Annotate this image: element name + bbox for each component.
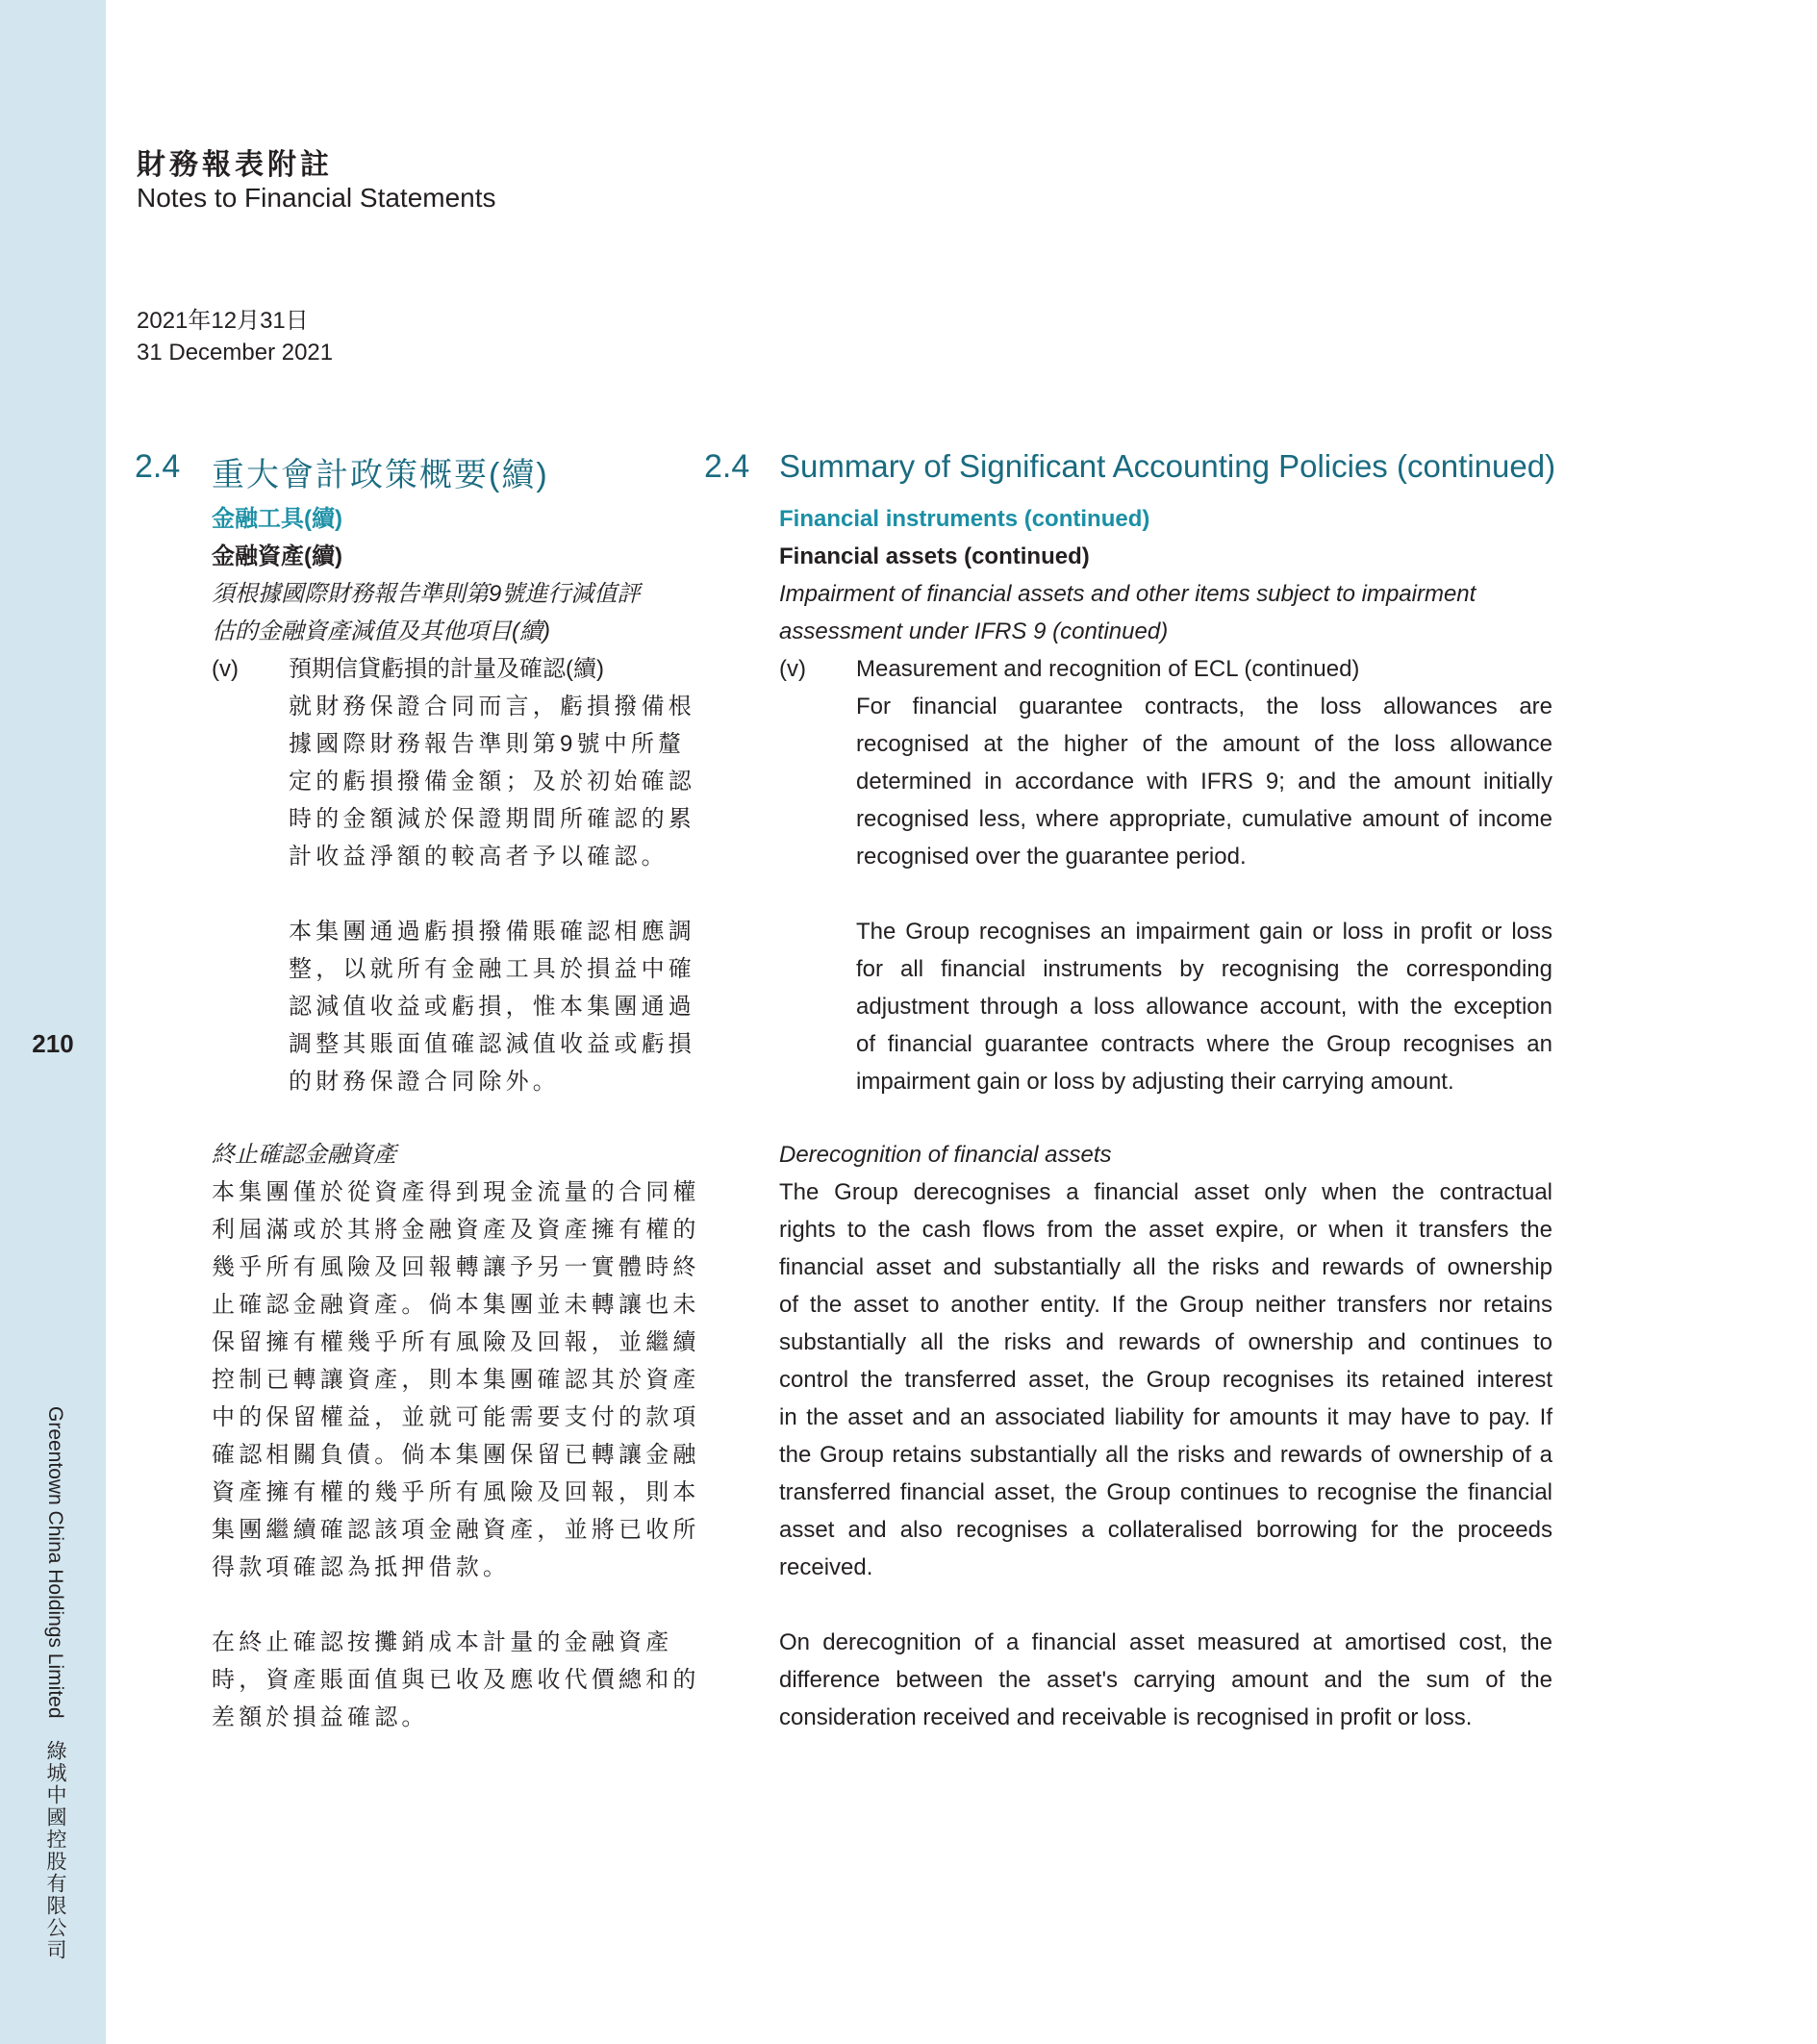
item-label-en: (v) [779,656,806,682]
page-title-zh: 財務報表附註 [137,148,333,182]
page-number: 210 [32,1029,74,1058]
paragraph-line: 中的保留權益，並就可能需要支付的款項 [212,1404,700,1430]
paragraph-line: 在終止確認按攤銷成本計量的金融資產 [212,1629,673,1655]
paragraph-line: of financial guarantee contracts where the Group recognises an [856,1031,1552,1057]
paragraph-line: difference between the asset's carrying amount and the sum of the [779,1667,1552,1693]
date-en: 31 December 2021 [137,340,334,366]
paragraph-line: The Group recognises an impairment gain or loss in profit or loss [856,919,1552,945]
paragraph-line: transferred financial asset, the Group continues to recognise the financial [779,1479,1552,1505]
paragraph-line: recognised over the guarantee period. [856,844,1247,870]
sidebar [0,0,106,2044]
paragraph-line: The Group derecognises a financial asset only when the contractual [779,1179,1552,1205]
paragraph-line: 就財務保證合同而言，虧損撥備根 [289,694,695,719]
company-name-en: Greentown China Holdings Limited [44,1406,66,1719]
subsubheading-zh: 金融資產(續) [212,543,342,569]
paragraph-line: 本集團僅於從資產得到現金流量的合同權 [212,1179,700,1205]
paragraph-line: 集團繼續確認該項金融資產，並將已收所 [212,1517,700,1543]
paragraph-line: recognised less, where appropriate, cumulative amount of income [856,806,1552,832]
paragraph-line: 據國際財務報告準則第9號中所釐 [289,731,686,757]
paragraph-line: impairment gain or loss by adjusting their carrying amount. [856,1069,1454,1095]
date-zh: 2021年12月31日 [137,308,309,334]
paragraph-line: financial asset and substantially all the risks and rewards of ownership [779,1254,1552,1280]
section-title-en: Summary of Significant Accounting Policies (continued) [779,448,1556,484]
paragraph-line: rights to the cash flows from the asset expire, or when it transfers the [779,1217,1552,1243]
paragraph-line: 確認相關負債。倘本集團保留已轉讓金融 [212,1442,700,1468]
paragraph-line: 調整其賬面值確認減值收益或虧損 [289,1031,695,1057]
derecog-heading-en: Derecognition of financial assets [779,1142,1112,1168]
paragraph-line: 資產擁有權的幾乎所有風險及回報，則本 [212,1479,700,1505]
paragraph-line: in the asset and an associated liability for amounts it may have to pay. If [779,1404,1552,1430]
paragraph-line: 整，以就所有金融工具於損益中確 [289,956,695,982]
paragraph-line: 時的金額減於保證期間所確認的累 [289,806,695,832]
paragraph-line: received. [779,1554,873,1580]
paragraph-line: recognised at the higher of the amount of the loss allowance [856,731,1552,757]
paragraph-line: On derecognition of a financial asset measured at amortised cost, the [779,1629,1552,1655]
paragraph-line: 的財務保證合同除外。 [289,1069,560,1095]
company-name-vertical [40,1406,69,1961]
paragraph-line: 控制已轉讓資產，則本集團確認其於資產 [212,1367,700,1393]
item-label-zh: (v) [212,656,239,682]
paragraph-line: 利屆滿或於其將金融資產及資產擁有權的 [212,1217,700,1243]
item-title-en: Measurement and recognition of ECL (continued) [856,656,1360,682]
paragraph-line: of the asset to another entity. If the Group neither transfers nor retains [779,1292,1552,1318]
company-name-zh: 綠城中國控股有限公司 [44,1739,66,1961]
italic-heading-en-1: Impairment of financial assets and other items subject to impairment [779,581,1476,607]
paragraph-line: for all financial instruments by recognising the corresponding [856,956,1552,982]
derecog-heading-zh: 終止確認金融資產 [212,1142,396,1168]
subheading-en: Financial instruments (continued) [779,506,1150,532]
paragraph-line: adjustment through a loss allowance account, with the exception [856,994,1552,1020]
paragraph-line: substantially all the risks and rewards of ownership and continues to [779,1329,1552,1355]
italic-heading-zh-2: 估的金融資產減值及其他項目(續) [212,618,550,644]
paragraph-line: 止確認金融資產。倘本集團並未轉讓也未 [212,1292,700,1318]
section-number-zh: 2.4 [135,448,181,485]
paragraph-line: 得款項確認為抵押借款。 [212,1554,511,1580]
section-title-zh: 重大會計政策概要(續) [212,457,549,493]
paragraph-line: 幾乎所有風險及回報轉讓予另一實體時終 [212,1254,700,1280]
paragraph-line: 認減值收益或虧損，惟本集團通過 [289,994,695,1020]
paragraph-line: 保留擁有權幾乎所有風險及回報，並繼續 [212,1329,700,1355]
paragraph-line: 時，資產賬面值與已收及應收代價總和的 [212,1667,700,1693]
paragraph-line: the Group retains substantially all the risks and rewards of ownership of a [779,1442,1552,1468]
paragraph-line: consideration received and receivable is recognised in profit or loss. [779,1704,1473,1730]
paragraph-line: For financial guarantee contracts, the loss allowances are [856,694,1552,719]
paragraph-line: 定的虧損撥備金額；及於初始確認 [289,769,695,795]
italic-heading-en-2: assessment under IFRS 9 (continued) [779,618,1169,644]
page-title-en: Notes to Financial Statements [137,183,496,213]
paragraph-line: 本集團通過虧損撥備賬確認相應調 [289,919,695,945]
paragraph-line: control the transferred asset, the Group recognises its retained interest [779,1367,1552,1393]
subheading-zh: 金融工具(續) [212,506,342,532]
paragraph-line: asset and also recognises a collateralised borrowing for the proceeds [779,1517,1552,1543]
italic-heading-zh-1: 須根據國際財務報告準則第9號進行減值評 [212,581,641,607]
paragraph-line: 計收益淨額的較高者予以確認。 [289,844,669,870]
paragraph-line: determined in accordance with IFRS 9; and the amount initially [856,769,1552,795]
section-number-en: 2.4 [704,448,750,485]
subsubheading-en: Financial assets (continued) [779,543,1090,569]
item-title-zh: 預期信貸虧損的計量及確認(續) [289,656,604,682]
paragraph-line: 差額於損益確認。 [212,1704,429,1730]
